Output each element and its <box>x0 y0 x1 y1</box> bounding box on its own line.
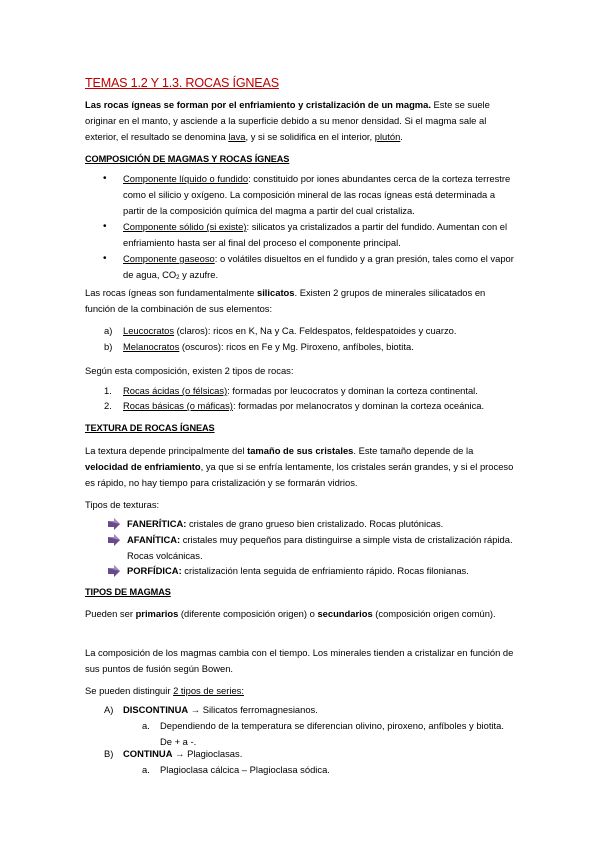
intro-text-2: , y si se solidifica en el interior, <box>245 131 375 142</box>
textura-term: FANERÍTICA: <box>127 518 187 529</box>
serie-term: CONTINUA <box>123 748 173 759</box>
list-item <box>123 339 518 355</box>
group-text: (oscuros): ricos en Fe y Mg. Piroxeno, anfíboles, biotita. <box>179 341 414 352</box>
bullet-term: Componente gaseoso <box>123 253 215 264</box>
bullet-dot: • <box>103 221 107 232</box>
textura-text: cristales de grano grueso bien cristalizado. Rocas plutónicas. <box>186 518 444 529</box>
bullet-tail: y azufre. <box>179 269 219 280</box>
para-text: (diferente composición origen) o <box>178 608 318 619</box>
para-underline: 2 tipos de series: <box>173 685 244 696</box>
intro-end: . <box>400 131 403 142</box>
group-term: Melanocratos <box>123 341 180 352</box>
section-heading-textura: TEXTURA DE ROCAS ÍGNEAS <box>85 423 215 433</box>
magmas-paragraph-2: La composición de los magmas cambia con el tiempo. Los minerales tienden a cristalizar en función de sus puntos de fusión según Bowen. <box>85 647 514 674</box>
intro-text-1: Este se suele originar en el manto, y asciende a la superficie debido a su menor densidad. Si el magma sale al exterior, el resultado se denomina <box>85 99 490 142</box>
textura-item <box>127 516 517 532</box>
tipos-intro: Según esta composición, existen 2 tipos de rocas: <box>85 365 294 376</box>
tipo-text: : formadas por leucocratos y dominan la corteza continental. <box>227 385 478 396</box>
term-pluton: plutón <box>374 131 401 142</box>
textura-term: AFANÍTICA: <box>127 534 181 545</box>
bullet-text: : constituido por iones abundantes cerca de la corteza terrestre como el silicio y oxígeno. La composición mineral de las rocas ígneas está determinada a partir de la composición química del magma a partir del cual cristaliza. <box>123 173 511 216</box>
textura-term: PORFÍDICA: <box>127 565 182 576</box>
serie-term: DISCONTINUA <box>123 704 189 715</box>
bullet-term: Componente sólido (si existe) <box>123 221 247 232</box>
para-bold: primarios <box>135 608 179 619</box>
para-text: Las rocas ígneas son fundamentalmente <box>85 287 257 298</box>
group-term: Leucocratos <box>123 325 175 336</box>
bullet-item <box>123 171 518 219</box>
para-bold: secundarios <box>317 608 373 619</box>
serie-sub-item: Dependiendo de la temperatura se diferencian olivino, piroxeno, anfíboles y biotita. De + a -. <box>160 720 504 747</box>
serie-text: → Silicatos ferromagnesianos. <box>188 704 318 715</box>
list-marker: b) <box>104 341 113 352</box>
sub-list-marker: a. <box>142 720 150 731</box>
textura-text: cristalización lenta seguida de enfriamiento rápido. Rocas filonianas. <box>181 565 469 576</box>
para-text: , ya que si se enfría lentamente, los cristales serán grandes, y si el proceso es rápido, no hay tiempo para cristalización y se formarán vidrios. <box>85 461 514 488</box>
subscript-2: 2 <box>176 275 180 281</box>
para-text: Se pueden distinguir <box>85 685 174 696</box>
serie-text: → Plagioclasas. <box>172 748 243 759</box>
para-text: . Este tamaño depende de la <box>353 445 474 456</box>
bullet-text: : silicatos ya cristalizados a partir del fundido. Aumentan con el enfriamiento hasta ser al final del proceso el componente principal. <box>123 221 508 248</box>
silicatos-paragraph <box>85 285 515 317</box>
tipo-text: : formadas por melanocratos y dominan la corteza oceánica. <box>232 400 485 411</box>
para-bold: silicatos <box>256 287 295 298</box>
list-item <box>123 398 518 414</box>
arrow-bullet-icon <box>108 518 120 530</box>
intro-paragraph <box>85 97 515 145</box>
section-heading-composicion: COMPOSICIÓN DE MAGMAS Y ROCAS ÍGNEAS <box>85 154 290 164</box>
list-marker: 1. <box>104 385 112 396</box>
bullet-dot: • <box>103 173 107 184</box>
list-marker: B) <box>104 748 114 759</box>
para-text: (composición origen común). <box>372 608 496 619</box>
list-item <box>123 323 518 339</box>
para-text: La textura depende principalmente del <box>85 445 248 456</box>
serie-item <box>123 702 518 718</box>
para-bold: tamaño de sus cristales <box>247 445 354 456</box>
para-text: Pueden ser <box>85 608 136 619</box>
textura-text: cristales muy pequeños para distinguirse a simple vista de cristalización rápida. Rocas volcánicas. <box>127 534 513 561</box>
list-marker: a) <box>104 325 113 336</box>
magmas-paragraph-1 <box>85 606 515 622</box>
list-marker: A) <box>104 704 114 715</box>
tipo-term: Rocas ácidas (o félsicas) <box>123 385 228 396</box>
bullet-text: : o volátiles disueltos en el fundido y a gran presión, tales como el vapor de agua, CO <box>123 253 514 280</box>
arrow-bullet-icon <box>108 565 120 577</box>
para-text: . Existen 2 grupos de minerales silicatados en función de la combinación de sus elementos: <box>85 287 486 314</box>
bullet-dot: • <box>103 253 107 264</box>
magmas-paragraph-3 <box>85 683 515 699</box>
bullet-item <box>123 251 518 286</box>
serie-item <box>123 746 518 762</box>
para-bold: velocidad de enfriamiento <box>85 461 201 472</box>
section-heading-magmas: TIPOS DE MAGMAS <box>85 587 171 597</box>
page-title: TEMAS 1.2 Y 1.3. ROCAS ÍGNEAS <box>85 76 279 90</box>
tipos-texturas-label: Tipos de texturas: <box>85 499 160 510</box>
bullet-term: Componente líquido o fundido <box>123 173 249 184</box>
tipo-term: Rocas básicas (o máficas) <box>123 400 233 411</box>
textura-item <box>127 563 517 579</box>
arrow-bullet-icon <box>108 534 120 546</box>
term-lava: lava <box>228 131 246 142</box>
bullet-item <box>123 219 518 251</box>
serie-sub-item: Plagioclasa cálcica – Plagioclasa sódica. <box>160 764 330 775</box>
sub-list-marker: a. <box>142 764 150 775</box>
textura-paragraph <box>85 443 515 491</box>
intro-bold: Las rocas ígneas se forman por el enfriamiento y cristalización de un magma. <box>85 99 431 110</box>
group-text: (claros): ricos en K, Na y Ca. Feldespatos, feldespatoides y cuarzo. <box>174 325 457 336</box>
textura-item <box>127 532 517 564</box>
list-item <box>123 383 518 399</box>
list-marker: 2. <box>104 400 112 411</box>
